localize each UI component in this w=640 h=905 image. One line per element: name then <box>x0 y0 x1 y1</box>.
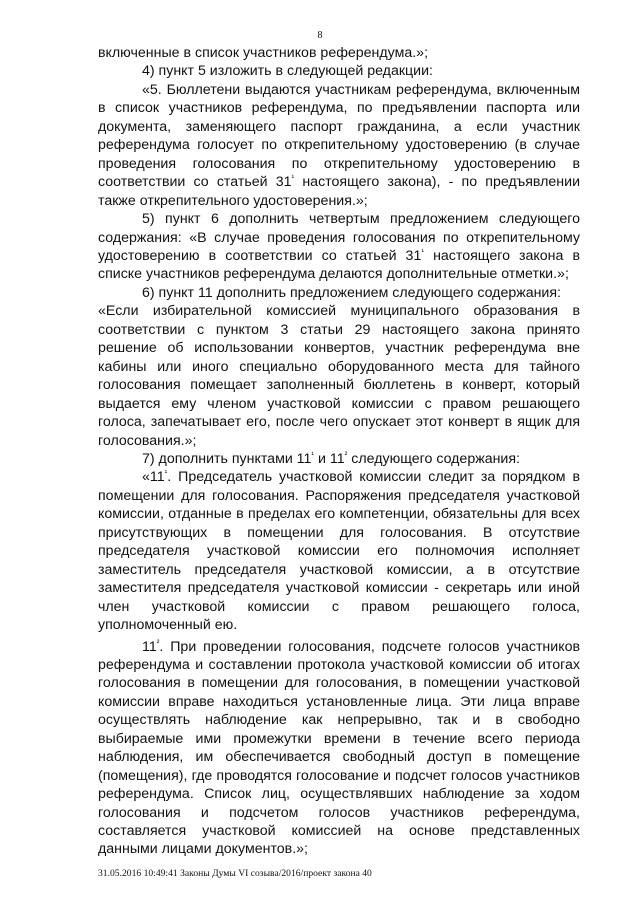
paragraph: 5) пункт 6 дополнить четвертым предложением следующего содержания: «В случае проведения голосования по открепительному удостоверению в соответствии со статьей $31^{^1}$ настоящего закона в списке участников референдума делаются дополнительные отметки.»; <box>98 211 580 283</box>
footer-file-path: 31.05.2016 10:49:41 Законы Думы VI созыва/2016/проект закона 40 <box>98 868 372 879</box>
paragraph: 6) пункт 11 дополнить предложением следующего содержания: <box>142 284 561 301</box>
superscript-index: ¹ <box>164 468 168 478</box>
paragraph: «$11^{^1}$. Председатель участковой комиссии следит за порядком в помещении для голосования. Распоряжения председателя участковой комиссии, отданные в пределах его компетенции, обязательны для всех присутствующих в помещении для голосования. В отсутствие председателя участковой комиссии его полномочия исполняет заместитель председателя участковой комиссии, а в отсутствие заместителя председателя участковой комиссии - секретарь или иной член участковой комиссии с правом решающего голоса, уполномоченный ею. <box>98 468 580 634</box>
paragraph: «5. Бюллетени выдаются участникам референдума, включенным в список участников референдума, по предъявлении паспорта или документа, заменяющего паспорт гражданина, а если участник референдума голосует по открепительному удостоверению (в случае проведения голосования по открепительному удостоверению в соответствии со статьей $31^{^1}$ настоящего закона), - по предъявлении также открепительного удостоверения.»; <box>98 81 580 209</box>
paragraph: включенные в список участников референдума.»; <box>98 45 429 61</box>
superscript-index: ² <box>344 449 348 459</box>
superscript-index: ¹ <box>311 449 315 459</box>
superscript-index: ¹ <box>421 246 425 256</box>
superscript-index: ¹ <box>291 173 295 183</box>
paragraph: 7) дополнить пунктами $11^{^1}$ и $11^{^2}$ следующего содержания: <box>142 449 520 467</box>
paragraph: 4) пункт 5 изложить в следующей редакции: <box>142 63 433 80</box>
paragraph: $11^{^2}$. При проведении голосования, подсчете голосов участников референдума и составлении протокола участковой комиссии об итогах голосования в помещении для голосования, в помещении участковой комиссии вправе находиться установленные лица. Эти лица вправе осуществлять наблюдение как непрерывно, так и в свободно выбираемые ими промежутки времени в течение всего периода наблюдения, им обеспечивается свободный доступ в помещение (помещения), где проводятся голосование и подсчет голосов участников референдума. Список лиц, осуществлявших наблюдение за ходом голосования и подсчетом голосов участников референдума, составляется участковой комиссией на основе представленных данными лицами документов.»; <box>98 637 580 858</box>
document-body <box>98 44 580 859</box>
page-number: 8 <box>317 30 323 41</box>
paragraph: «Если избирательной комиссией муниципального образования в соответствии с пунктом 3 статьи 29 настоящего закона принято решение об использовании конвертов, участник референдума вне кабины или иного специально оборудованного места для тайного голосования помещает заполненный бюллетень в конверт, который выдается ему членом участковой комиссии с правом решающего голоса, запечатывает его, после чего опускает этот конверт в ящик для голосования.»; <box>98 303 580 449</box>
superscript-index: ² <box>156 637 160 647</box>
